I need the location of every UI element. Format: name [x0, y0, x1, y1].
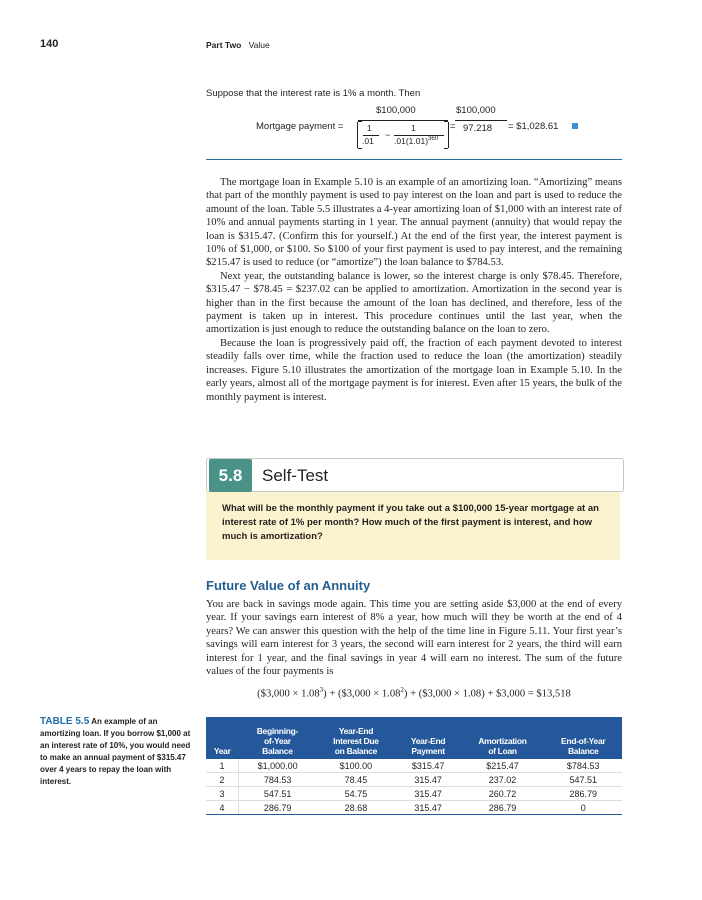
fraction1-denominator: .01 [362, 136, 374, 146]
body-section-2 [206, 598, 622, 678]
intro-text: Suppose that the interest rate is 1% a month. Then [206, 88, 421, 99]
paragraph: Next year, the outstanding balance is lower, so the interest charge is only $78.45. Therefore, $315.47 − $78.45 = $237.02 can be applied to amortization. Amortization in the second year is higher than in the first because the amount of the loan has declined, and therefore, less of the payment is taken up in interest. This procedure continues until the last year, when the amortization is just enough to reduce the outstanding balance on the loan to zero. [206, 270, 622, 336]
fraction2-numerator: 1 [411, 123, 416, 133]
example-divider [206, 159, 622, 160]
formula-denominator-2: 97.218 [463, 123, 493, 134]
annuity-factor-bracket [357, 122, 449, 148]
table-caption [40, 716, 198, 788]
col-payment-header: Year-End Payment [396, 717, 461, 759]
running-head [206, 40, 270, 50]
table-row: 3 547.51 54.75 315.47 260.72 286.79 [206, 787, 622, 801]
equals-sign: = [450, 121, 456, 132]
col-amortization-header: Amortization of Loan [461, 717, 545, 759]
formula-lhs: Mortgage payment = [256, 121, 344, 132]
self-test-question: What will be the monthly payment if you take out a $100,000 15-year mortgage at an interest rate of 1% per month? How much of the first payment is interest, and how much is amortization? [222, 503, 599, 542]
self-test-title: Self-Test [262, 466, 329, 485]
section-heading: Future Value of an Annuity [206, 578, 371, 593]
table-row: 4 286.79 28.68 315.47 286.79 0 [206, 801, 622, 815]
fraction-bar [358, 120, 448, 121]
future-value-sum: ($3,000 × $1.08^3$) + ($3,000 × $1.08^2$) + ($3,000 × 1.08) + $3,000 = $13,518 [257, 686, 571, 700]
col-year-header: Year [206, 717, 239, 759]
self-test-number: 5.8 [209, 459, 252, 492]
formula-numerator: $100,000 [376, 105, 416, 116]
amortization-table [206, 717, 622, 815]
paragraph: Because the loan is progressively paid off, the fraction of each payment devoted to interest steadily falls over time, while the fraction used to reduce the loan (the amortization) steadily increases. Figure 5.10 illustrates the amortization of the mortgage loan in Example 5.10. In the early years, almost all of the mortgage payment is for interest. Even after 15 years, the bulk of the monthly payment is interest. [206, 337, 622, 403]
formula-result: = $1,028.61 [508, 121, 559, 132]
table-label: TABLE 5.5 [40, 716, 90, 727]
example-end-marker [572, 123, 578, 129]
col-interest-due-header: Year-End Interest Due on Balance [316, 717, 395, 759]
formula-numerator-2: $100,000 [456, 105, 496, 116]
table-caption-text: An example of an amortizing loan. If you borrow $1,000 at an interest rate of 10%, you would need to make an annual payment of $315.47 over 4 years to repay the loan with interest. [40, 717, 191, 786]
minus-sign: − [385, 130, 391, 140]
col-beginning-balance-header: Beginning- of-Year Balance [239, 717, 317, 759]
fraction2-denominator: $.01(1.01)^{360}$ [394, 136, 439, 146]
table-row: 1 $1,000.00 $100.00 $315.47 $215.47 $784.53 [206, 759, 622, 773]
col-end-balance-header: End-of-Year Balance [544, 717, 622, 759]
part-label: Part Two [206, 40, 242, 50]
table-header-row [206, 717, 622, 759]
part-title: Value [248, 40, 270, 50]
table-row: 2 784.53 78.45 315.47 237.02 547.51 [206, 773, 622, 787]
fraction1-numerator: 1 [367, 123, 372, 133]
fraction-bar-2 [455, 120, 507, 121]
paragraph: The mortgage loan in Example 5.10 is an example of an amortizing loan. “Amortizing” means that part of the monthly payment is used to pay interest on the loan and part is used to reduce the amount of the loan. Table 5.5 illustrates a 4-year amortizing loan of $1,000 with an interest rate of 10% and annual payments starting in 1 year. The annual payment (annuity) that would repay the loan is $315.47. (Confirm this for yourself.) At the end of the first year, the interest payment is 10% of $1,000, or $100. So $100 of your first payment is used to pay interest, and the remaining $215.47 is used to reduce (or “amortize”) the loan balance to $784.53. [206, 177, 622, 269]
body-section-1 [206, 176, 622, 404]
page-number: 140 [40, 38, 59, 50]
mortgage-formula [256, 105, 616, 153]
paragraph: You are back in savings mode again. This time you are setting aside $3,000 at the end of every year. If your savings earn interest of 8% a year, how much will they be worth at the end of 4 years? We can answer this question with the help of the time line in Figure 5.11. Your first year’s savings will earn interest for 3 years, the second will earn interest for 2 years, the third will earn interest for 1 year, and the final savings in year 4 will earn no interest. The sum of the future values of the four payments is [206, 599, 622, 678]
